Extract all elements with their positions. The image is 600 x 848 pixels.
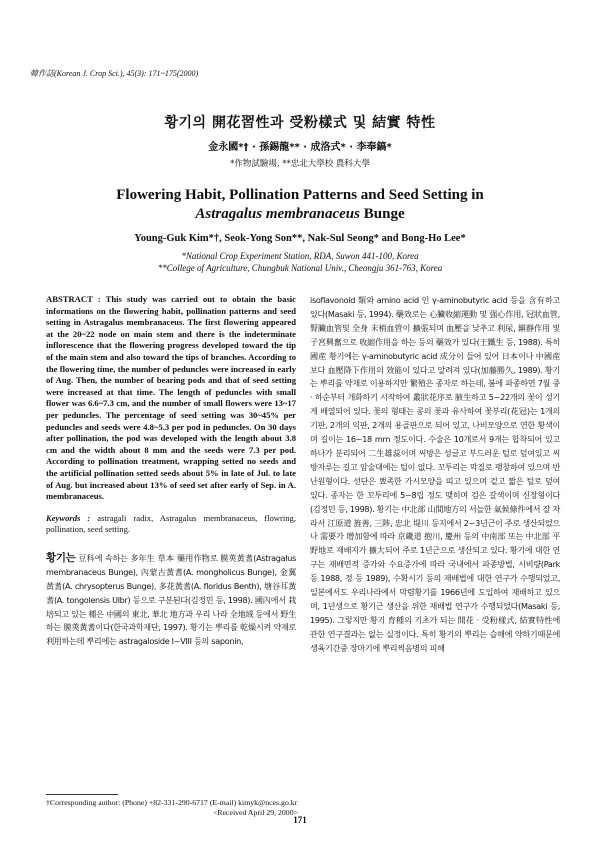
footnote-rule — [46, 794, 118, 795]
received-date: <Received April 29, 2000> — [212, 808, 298, 817]
english-title-line1: Flowering Habit, Pollination Patterns and Seed Setting in — [116, 187, 484, 203]
corresponding-author-note: †Corresponding author: (Phone) +82-331-290-6717 (E-mail) kimyk@nces.go.kr — [46, 798, 298, 807]
species-author: Bunge — [360, 206, 405, 222]
korean-title: 황기의 開花習性과 受粉樣式 및 結實 特性 — [164, 115, 436, 131]
introduction-left — [46, 552, 296, 649]
intro-left-text: 豆科에 속하는 多年生 草本 藥用作物로 膜莢黃耆(Astragalus membranaceus Bunge), 內蒙古黃耆(A. mongholicus Bunge), 金翼黃耆(A. chrysopterus Bunge), 多花黃耆(A. floridus Benth), 塘谷耳黃耆(A. tongolensis Ulbr) 등으로 구분된다(김정민 등, 1998). 國內에서 栽培되고 있는 種은 中國의 東北, 華北 地方과 우리 나라 全地域 등에서 野生하는 膜莢黃耆이다(한국과학재단, 1997). 황기는 뿌리를 乾燥시켜 약재로 利用하는데 뿌리에는 astragaloside I~VIII 등의 saponin, — [46, 552, 296, 647]
affiliation-2: **College of Agriculture, Chungbuk National Univ., Cheongju 361-763, Korea — [157, 263, 443, 273]
english-title-line2 — [0, 205, 600, 224]
intro-lead-word: 황기는 — [46, 551, 76, 564]
english-affiliations — [0, 250, 600, 274]
page-number: 171 — [293, 815, 307, 825]
korean-authors: 金永國*† · 孫錫龍** · 成洛式* · 李奉鎬* — [208, 142, 392, 153]
journal-citation: 韓作誌(Korean J. Crop Sci.), 45(3): 171~175(2000) — [30, 69, 199, 78]
abstract: ABSTRACT : This study was carried out to obtain the basic informations on the flowering habit, pollination patterns and seed setting in Astragalus membranaceus. The first flowering appeared at the 20~22 node on main stem and there is the indeterminate inflorescence that the flowering progress developed toward the tip of the main stem and also toward the tips of branches. According to the flowering time, the number of peduncles were increased in early of Aug. Then, the number of bearing pods and that of seed setting were increased at that time. The length of peduncles with small flower was 6.6~7.3 cm, and the number of small flowers were 13~17 per peduncles. The percentage of seed setting was 30~45% per peduncles and seeds were 4.8~5.3 per pod in peduncles. On 30 days after pollination, the pod was developed with the length about 3.8 cm and the width about 8 mm and the seeds were 7.3 per pod. According to pollination treatment, wrapping setted no seeds and the artificial pollination setted seeds about 5% in late of Jul. to late of Aug. but increased about 13% of seed set after early of Sep. in A. membranaceus. — [46, 294, 296, 502]
species-name: Astragalus membranaceus — [195, 206, 360, 222]
introduction-right: isoflavonoid 類와 amino acid 인 γ-aminobutyric acid 등을 含有하고 있다(Masaki 등, 1994). 藥效로는 心臟收縮運動 및 强心作用, 冠狀血管, 腎臟血管및 全身 末梢血管이 擴張되며 血壓을 낮추고 利尿, 鎭靜作用 및 子宮興奮으로 收縮作用을 하는 등의 藥效가 있다(王鐵生 등, 1988). 특히 國産 황기에는 γ-aminobutyric acid 成分이 들어 있어 日本이나 中國産보다 血壓降下作用의 效能이 있다고 알려져 있다(加藤勝久, 1989). 황기는 뿌리를 약재로 이용하지만 繁殖은 종자로 하는데, 봄에 파종하면 7월 중 · 하순부터 개화하기 시작하여 叢狀花序로 腋生하고 5~22개의 꽃이 성기게 배열되어 있다. 꽃의 형태는 콩의 꽃과 유사하여 꽃부리(花冠)는 1개의 기판, 2개의 익판, 2개의 용골판으로 되어 있고, 나비모양으로 연한 황색이며 길이는 16~18 mm 정도이다. 수술은 10개로서 9개는 합착되어 있고 하나가 분리되어 二生雄蕊이며 씨방은 성글고 부드러운 털로 덮여있고 씨방자루는 길고 암술대에는 털이 없다. 꼬투리는 막질로 팽창하여 있으며 반난원형이다. 선단은 뾰족한 가시모양을 띠고 있으며 겉고 짧은 털로 덮여 있다. 종자는 한 꼬투리에 5~8립 정도 맺히며 검은 갈색이며 신장형이다(김정민 등, 1998). 황기는 中北部 山間地方의 서늘한 氣候條件에서 잘 자라서 江原道 旌善, 三陟, 忠北 堤川 등지에서 2~3년근이 주로 생산되었으나 需要가 增加함에 따라 京畿道 抱川, 慶州 등의 中南部 또는 中北部 平野地로 재배지가 擴大되어 주로 1년근으로 생산되고 있다. 황기에 대한 연구는 재배면적 증가와 수요증가에 따라 국내에서 파종방법, 시비량(Park 등 1988, 정 등 1989), 수확시기 등의 재배법에 대한 연구가 수행되었고, 일본에서도 우리나라에서 막렴황기를 1966년에 도입하여 재배하고 있으며, 1년생으로 황기근 생산을 위한 재배법 연구가 수행되었다(Masaki 등, 1995). 그렇지만 황기 育種의 기초가 되는 開花 · 受粉樣式, 結實特性에 관한 연구결과는 없는 실정이다. 특히 황기의 뿌리는 습해에 약하기때문에 생육기간중 장마기에 뿌리썩음병의 피해 — [310, 295, 560, 653]
english-title — [0, 186, 600, 224]
affiliation-1: *National Crop Experiment Station, RDA, Suwon 441-100, Korea — [181, 251, 419, 261]
left-column — [46, 294, 296, 649]
right-column — [310, 294, 560, 656]
keywords — [46, 513, 296, 536]
korean-affiliation: *作物試驗場, **忠北大學校 農科大學 — [230, 159, 370, 169]
english-authors: Young-Guk Kim*†, Seok-Yong Son**, Nak-Sul Seong* and Bong-Ho Lee* — [134, 233, 466, 244]
keywords-label: Keywords : — [46, 512, 91, 523]
keywords-text: astragali radix, Astragalus membranaceus, flowring, pollination, seed setting. — [46, 512, 296, 535]
